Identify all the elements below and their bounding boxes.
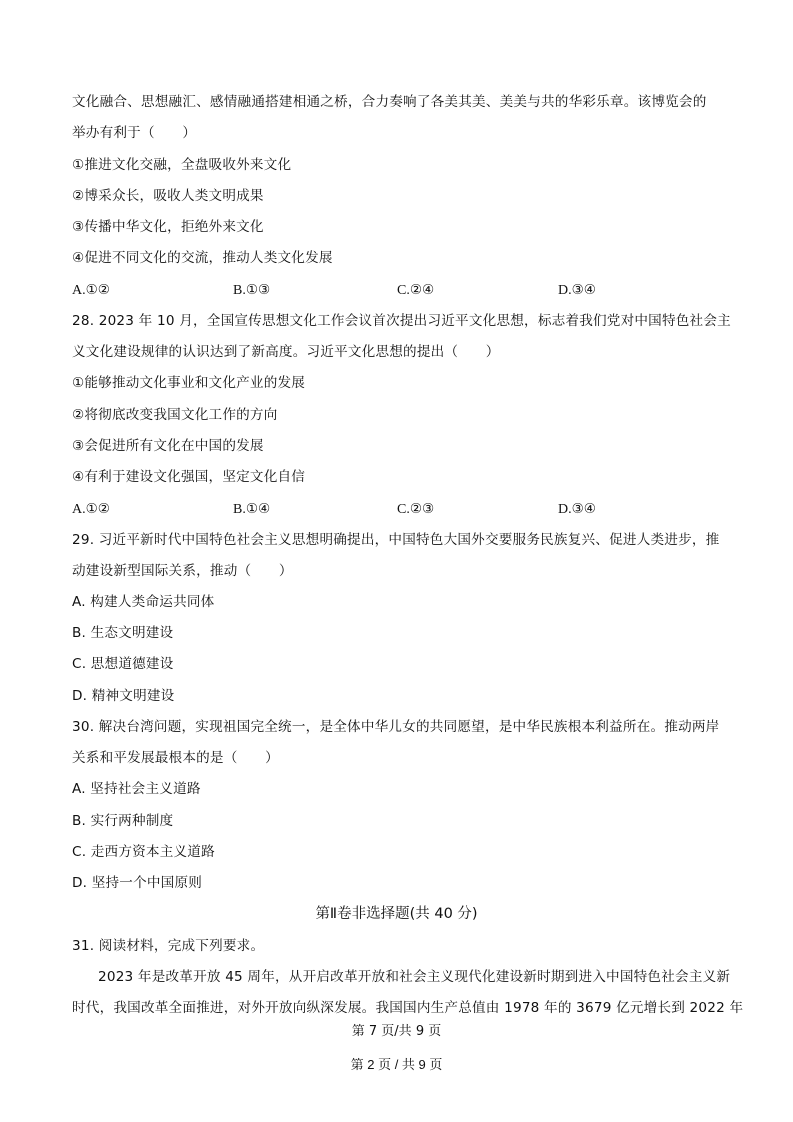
option-text: ①③ bbox=[245, 282, 271, 298]
q27-statement-2: ②博采众长，吸收人类文明成果 bbox=[72, 188, 264, 204]
section-2-title: 第Ⅱ卷非选择题(共 40 分) bbox=[315, 906, 478, 922]
q28-statement-3: ③会促进所有文化在中国的发展 bbox=[72, 438, 264, 454]
option-text: ②③ bbox=[409, 501, 435, 517]
q30-option-a[interactable]: A. 坚持社会主义道路 bbox=[72, 781, 201, 797]
q30-stem-line-2: 关系和平发展最根本的是（ ） bbox=[72, 750, 279, 766]
option-text: ③④ bbox=[571, 282, 596, 298]
option-text: ①④ bbox=[245, 501, 271, 517]
option-letter: B. bbox=[233, 283, 246, 298]
q31-stem: 31. 阅读材料，完成下列要求。 bbox=[72, 938, 265, 954]
option-letter: A. bbox=[72, 283, 86, 298]
q28-options bbox=[72, 499, 724, 519]
q27-options bbox=[72, 280, 724, 300]
q27-statement-4: ④促进不同文化的交流，推动人类文化发展 bbox=[72, 250, 333, 266]
q29-option-a[interactable]: A. 构建人类命运共同体 bbox=[72, 594, 215, 610]
q27-option-c[interactable] bbox=[397, 280, 434, 301]
q29-stem-line-1: 29. 习近平新时代中国特色社会主义思想明确提出，中国特色大国外交要服务民族复兴、促进人类进步，推 bbox=[72, 532, 720, 548]
q31-material-line-1: 2023 年是改革开放 45 周年，从开启改革开放和社会主义现代化建设新时期到进入中国特色社会主义新 bbox=[98, 969, 731, 985]
q28-option-d[interactable] bbox=[558, 499, 596, 520]
q31-material-line-2: 时代，我国改革全面推进，对外开放向纵深发展。我国国内生产总值由 1978 年的 3679 亿元增长到 2022 年 bbox=[72, 1000, 744, 1016]
q27-stem-line-2: 举办有利于（ ） bbox=[72, 125, 197, 141]
option-text: ①② bbox=[85, 501, 110, 517]
option-text: ①② bbox=[85, 282, 110, 298]
q29-stem-line-2: 动建设新型国际关系，推动（ ） bbox=[72, 563, 293, 579]
inner-page-number: 第 7 页/共 9 页 bbox=[351, 1024, 442, 1039]
option-letter: D. bbox=[558, 283, 572, 298]
q28-stem-line-2: 义文化建设规律的认识达到了新高度。习近平文化思想的提出（ ） bbox=[72, 344, 500, 360]
option-letter: A. bbox=[72, 502, 86, 517]
q29-option-c[interactable]: C. 思想道德建设 bbox=[72, 656, 174, 672]
outer-page-number: 第 2 页 / 共 9 页 bbox=[350, 1057, 443, 1072]
q27-statement-1: ①推进文化交融，全盘吸收外来文化 bbox=[72, 157, 292, 173]
option-text: ③④ bbox=[571, 501, 596, 517]
q27-option-a[interactable] bbox=[72, 280, 110, 301]
q27-option-b[interactable] bbox=[233, 280, 270, 301]
q28-stem-line-1: 28. 2023 年 10 月，全国宣传思想文化工作会议首次提出习近平文化思想，标志着我们党对中国特色社会主 bbox=[72, 313, 731, 329]
q29-option-d[interactable]: D. 精神文明建设 bbox=[72, 688, 175, 704]
q29-option-b[interactable]: B. 生态文明建设 bbox=[72, 625, 174, 641]
option-letter: C. bbox=[397, 283, 410, 298]
option-letter: B. bbox=[233, 502, 246, 517]
q30-option-d[interactable]: D. 坚持一个中国原则 bbox=[72, 875, 203, 891]
q27-statement-3: ③传播中华文化，拒绝外来文化 bbox=[72, 219, 264, 235]
q28-option-a[interactable] bbox=[72, 499, 110, 520]
q30-option-b[interactable]: B. 实行两种制度 bbox=[72, 813, 174, 829]
q27-stem-line-1: 文化融合、思想融汇、感情融通搭建相通之桥，合力奏响了各美其美、美美与共的华彩乐章。该博览会的 bbox=[72, 94, 707, 110]
option-text: ②④ bbox=[409, 282, 435, 298]
q30-stem-line-1: 30. 解决台湾问题，实现祖国完全统一，是全体中华儿女的共同愿望，是中华民族根本利益所在。推动两岸 bbox=[72, 719, 720, 735]
q28-option-c[interactable] bbox=[397, 499, 434, 520]
q30-option-c[interactable]: C. 走西方资本主义道路 bbox=[72, 844, 215, 860]
q27-option-d[interactable] bbox=[558, 280, 596, 301]
q28-option-b[interactable] bbox=[233, 499, 270, 520]
option-letter: D. bbox=[558, 502, 572, 517]
q28-statement-4: ④有利于建设文化强国，坚定文化自信 bbox=[72, 469, 306, 485]
q28-statement-2: ②将彻底改变我国文化工作的方向 bbox=[72, 407, 278, 423]
q28-statement-1: ①能够推动文化事业和文化产业的发展 bbox=[72, 375, 306, 391]
option-letter: C. bbox=[397, 502, 410, 517]
